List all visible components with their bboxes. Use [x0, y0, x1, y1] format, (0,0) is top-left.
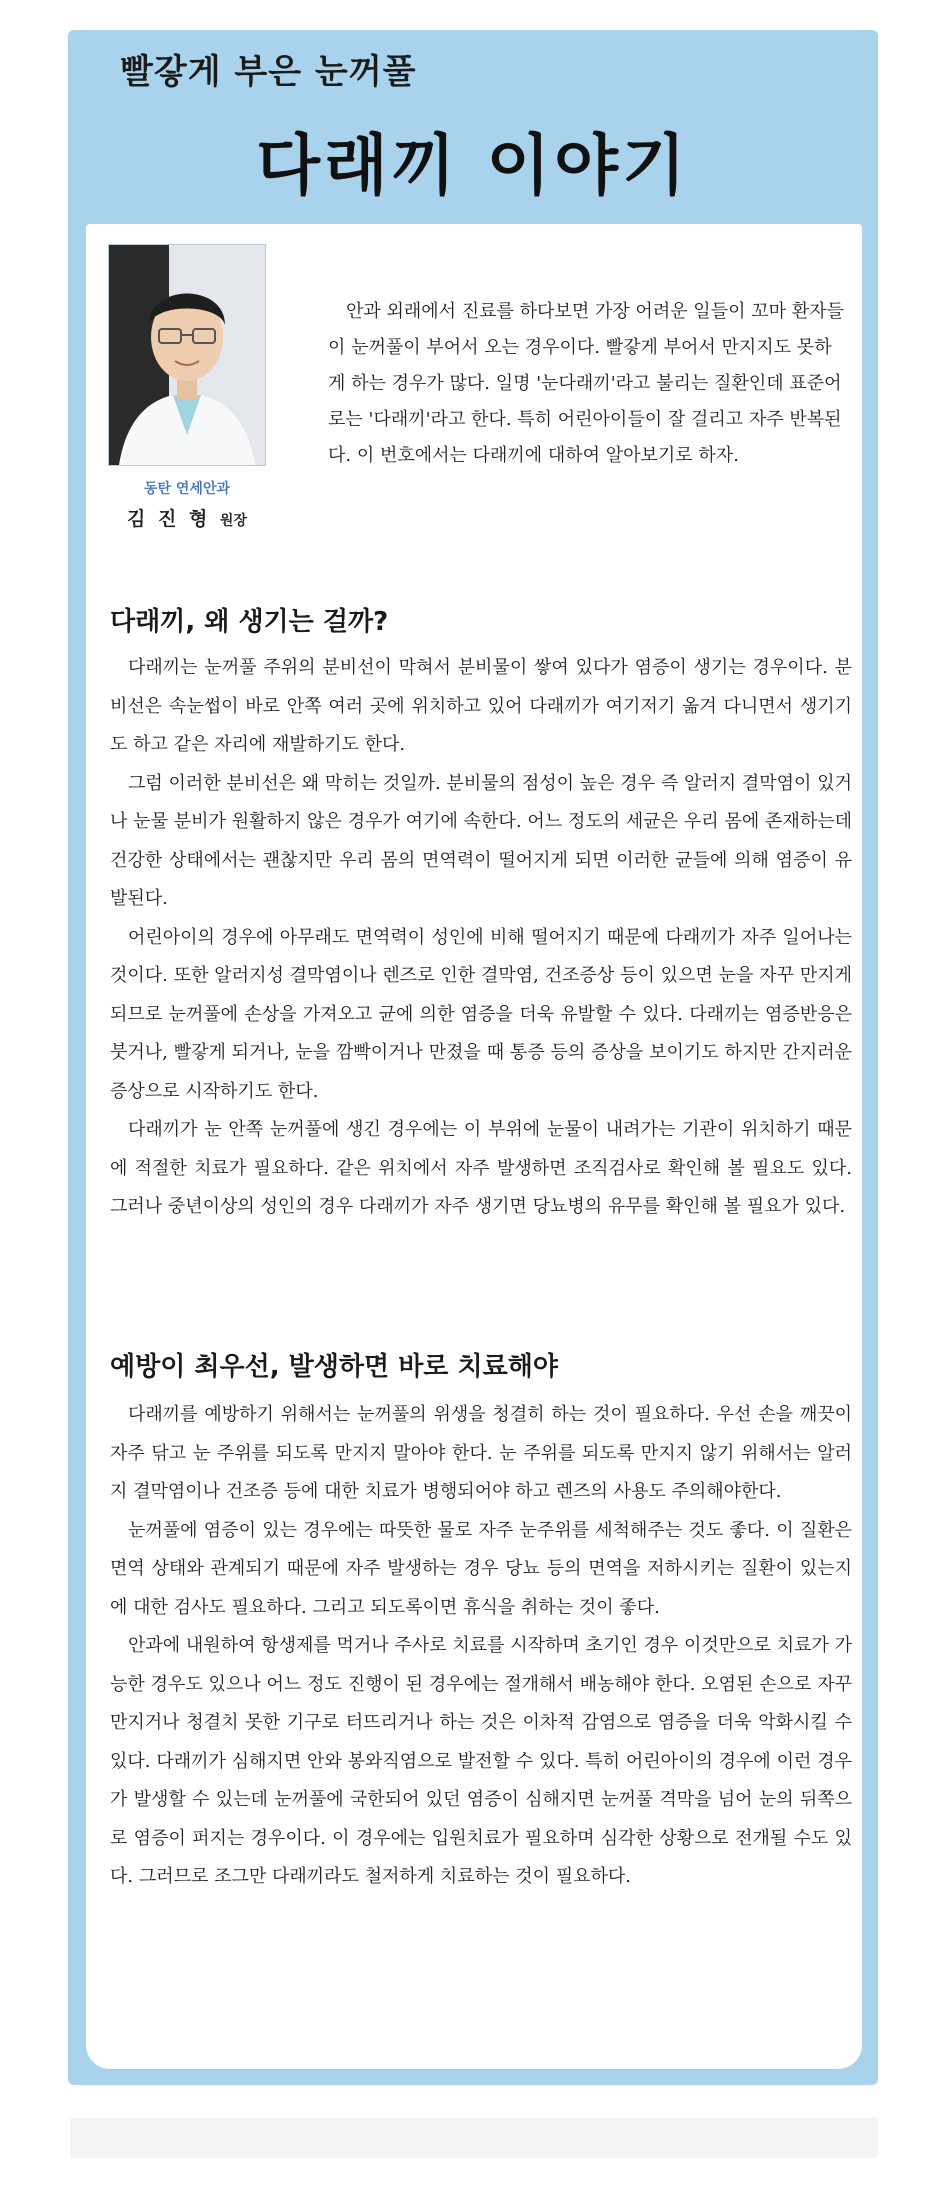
section-heading-causes: 다래끼, 왜 생기는 걸까? — [110, 607, 389, 637]
article-clipping — [68, 30, 878, 2085]
author-photo — [108, 244, 266, 466]
section-body-causes — [110, 649, 852, 1227]
body-paragraph: 다래끼가 눈 안쪽 눈꺼풀에 생긴 경우에는 이 부위에 눈물이 내려가는 기관이 위치하기 때문에 적절한 치료가 필요하다. 같은 위치에서 자주 발생하면 조직검사로 확인해 볼 필요도 있다. 그러나 중년이상의 성인의 경우 다래끼가 자주 생기면 당뇨병의 유무를 확인해 볼 필요가 있다. — [110, 1119, 852, 1217]
doctor-portrait-illustration — [109, 245, 265, 465]
article-title: 다래끼 이야기 — [256, 127, 690, 204]
author-clinic: 동탄 연세안과 — [143, 481, 231, 497]
author-name-line — [108, 504, 266, 531]
intro-paragraph: 안과 외래에서 진료를 하다보면 가장 어려운 일들이 꼬마 환자들이 눈꺼풀이 부어서 오는 경우이다. 빨갛게 부어서 만지지도 못하게 하는 경우가 많다. 일명 '눈다래끼'라고 불리는 질환인데 표준어로는 '다래끼'라고 한다. 특히 어린아이들이 잘 걸리고 자주 반복된다. 이 번호에서는 다래끼에 대하여 알아보기로 하자. — [328, 301, 844, 466]
article-subtitle: 빨갛게 부은 눈꺼풀 — [120, 52, 417, 92]
body-paragraph: 눈꺼풀에 염증이 있는 경우에는 따뜻한 물로 자주 눈주위를 세척해주는 것도 좋다. 이 질환은 면역 상태와 관계되기 때문에 자주 발생하는 경우 당뇨 등의 면역을 저하시키는 질환이 있는지에 대한 검사도 필요하다. 그리고 되도록이면 휴식을 취하는 것이 좋다. — [110, 1519, 852, 1618]
body-paragraph: 안과에 내원하여 항생제를 먹거나 주사로 치료를 시작하며 초기인 경우 이것만으로 치료가 가능한 경우도 있으나 어느 정도 진행이 된 경우에는 절개해서 배농해야 한다. 오염된 손으로 자꾸 만지거나 청결치 못한 기구로 터뜨리거나 하는 것은 이차적 감염으로 염증을 더욱 악화시킬 수 있다. 다래끼가 심해지면 안와 봉와직염으로 발전할 수 있다. 특히 어린아이의 경우에 이런 경우가 발생할 수 있는데 눈꺼풀에 국한되어 있던 염증이 심해지면 눈꺼풀 격막을 넘어 눈의 뒤쪽으로 염증이 퍼지는 경우이다. 이 경우에는 입원치료가 필요하며 심각한 상황으로 전개될 수도 있다. 그러므로 조그만 다래끼라도 철저하게 치료하는 것이 필요하다. — [110, 1635, 852, 1887]
section-heading-prevention: 예방이 최우선, 발생하면 바로 치료해야 — [110, 1352, 558, 1382]
section-body-prevention — [110, 1396, 852, 1897]
page-footer-strip — [70, 2118, 878, 2158]
body-paragraph: 다래끼는 눈꺼풀 주위의 분비선이 막혀서 분비물이 쌓여 있다가 염증이 생기는 경우이다. 분비선은 속눈썹이 바로 안쪽 여러 곳에 위치하고 있어 다래끼가 여기저기 옮겨 다니면서 생기기도 하고 같은 자리에 재발하기도 한다. — [110, 657, 852, 755]
author-box — [108, 244, 266, 530]
body-paragraph: 그럼 이러한 분비선은 왜 막히는 것일까. 분비물의 점성이 높은 경우 즉 알러지 결막염이 있거나 눈물 분비가 원활하지 않은 경우가 여기에 속한다. 어느 정도의 세균은 우리 몸에 존재하는데 건강한 상태에서는 괜찮지만 우리 몸의 면역력이 떨어지게 되면 이러한 균들에 의해 염증이 유발된다. — [110, 772, 852, 909]
author-name: 김 진 형 — [127, 508, 211, 530]
article-body-panel — [86, 224, 862, 2069]
author-role: 원장 — [219, 513, 247, 529]
body-paragraph: 어린아이의 경우에 아무래도 면역력이 성인에 비해 떨어지기 때문에 다래끼가 자주 일어나는 것이다. 또한 알러지성 결막염이나 렌즈로 인한 결막염, 건조증상 등이 있으면 눈을 자꾸 만지게 되므로 눈꺼풀에 손상을 가져오고 균에 의한 염증을 더욱 유발할 수 있다. 다래끼는 염증반응은 붓거나, 빨갛게 되거나, 눈을 깜빡이거나 만졌을 때 통증 등의 증상을 보이기도 하지만 간지러운 증상으로 시작하기도 한다. — [110, 926, 852, 1102]
article-header — [68, 30, 878, 225]
body-paragraph: 다래끼를 예방하기 위해서는 눈꺼풀의 위생을 청결히 하는 것이 필요하다. 우선 손을 깨끗이 자주 닦고 눈 주위를 되도록 만지지 말아야 한다. 눈 주위를 되도록 만지지 않기 위해서는 알러지 결막염이나 건조증 등에 대한 치료가 병행되어야 하고 렌즈의 사용도 주의해야한다. — [110, 1404, 852, 1502]
